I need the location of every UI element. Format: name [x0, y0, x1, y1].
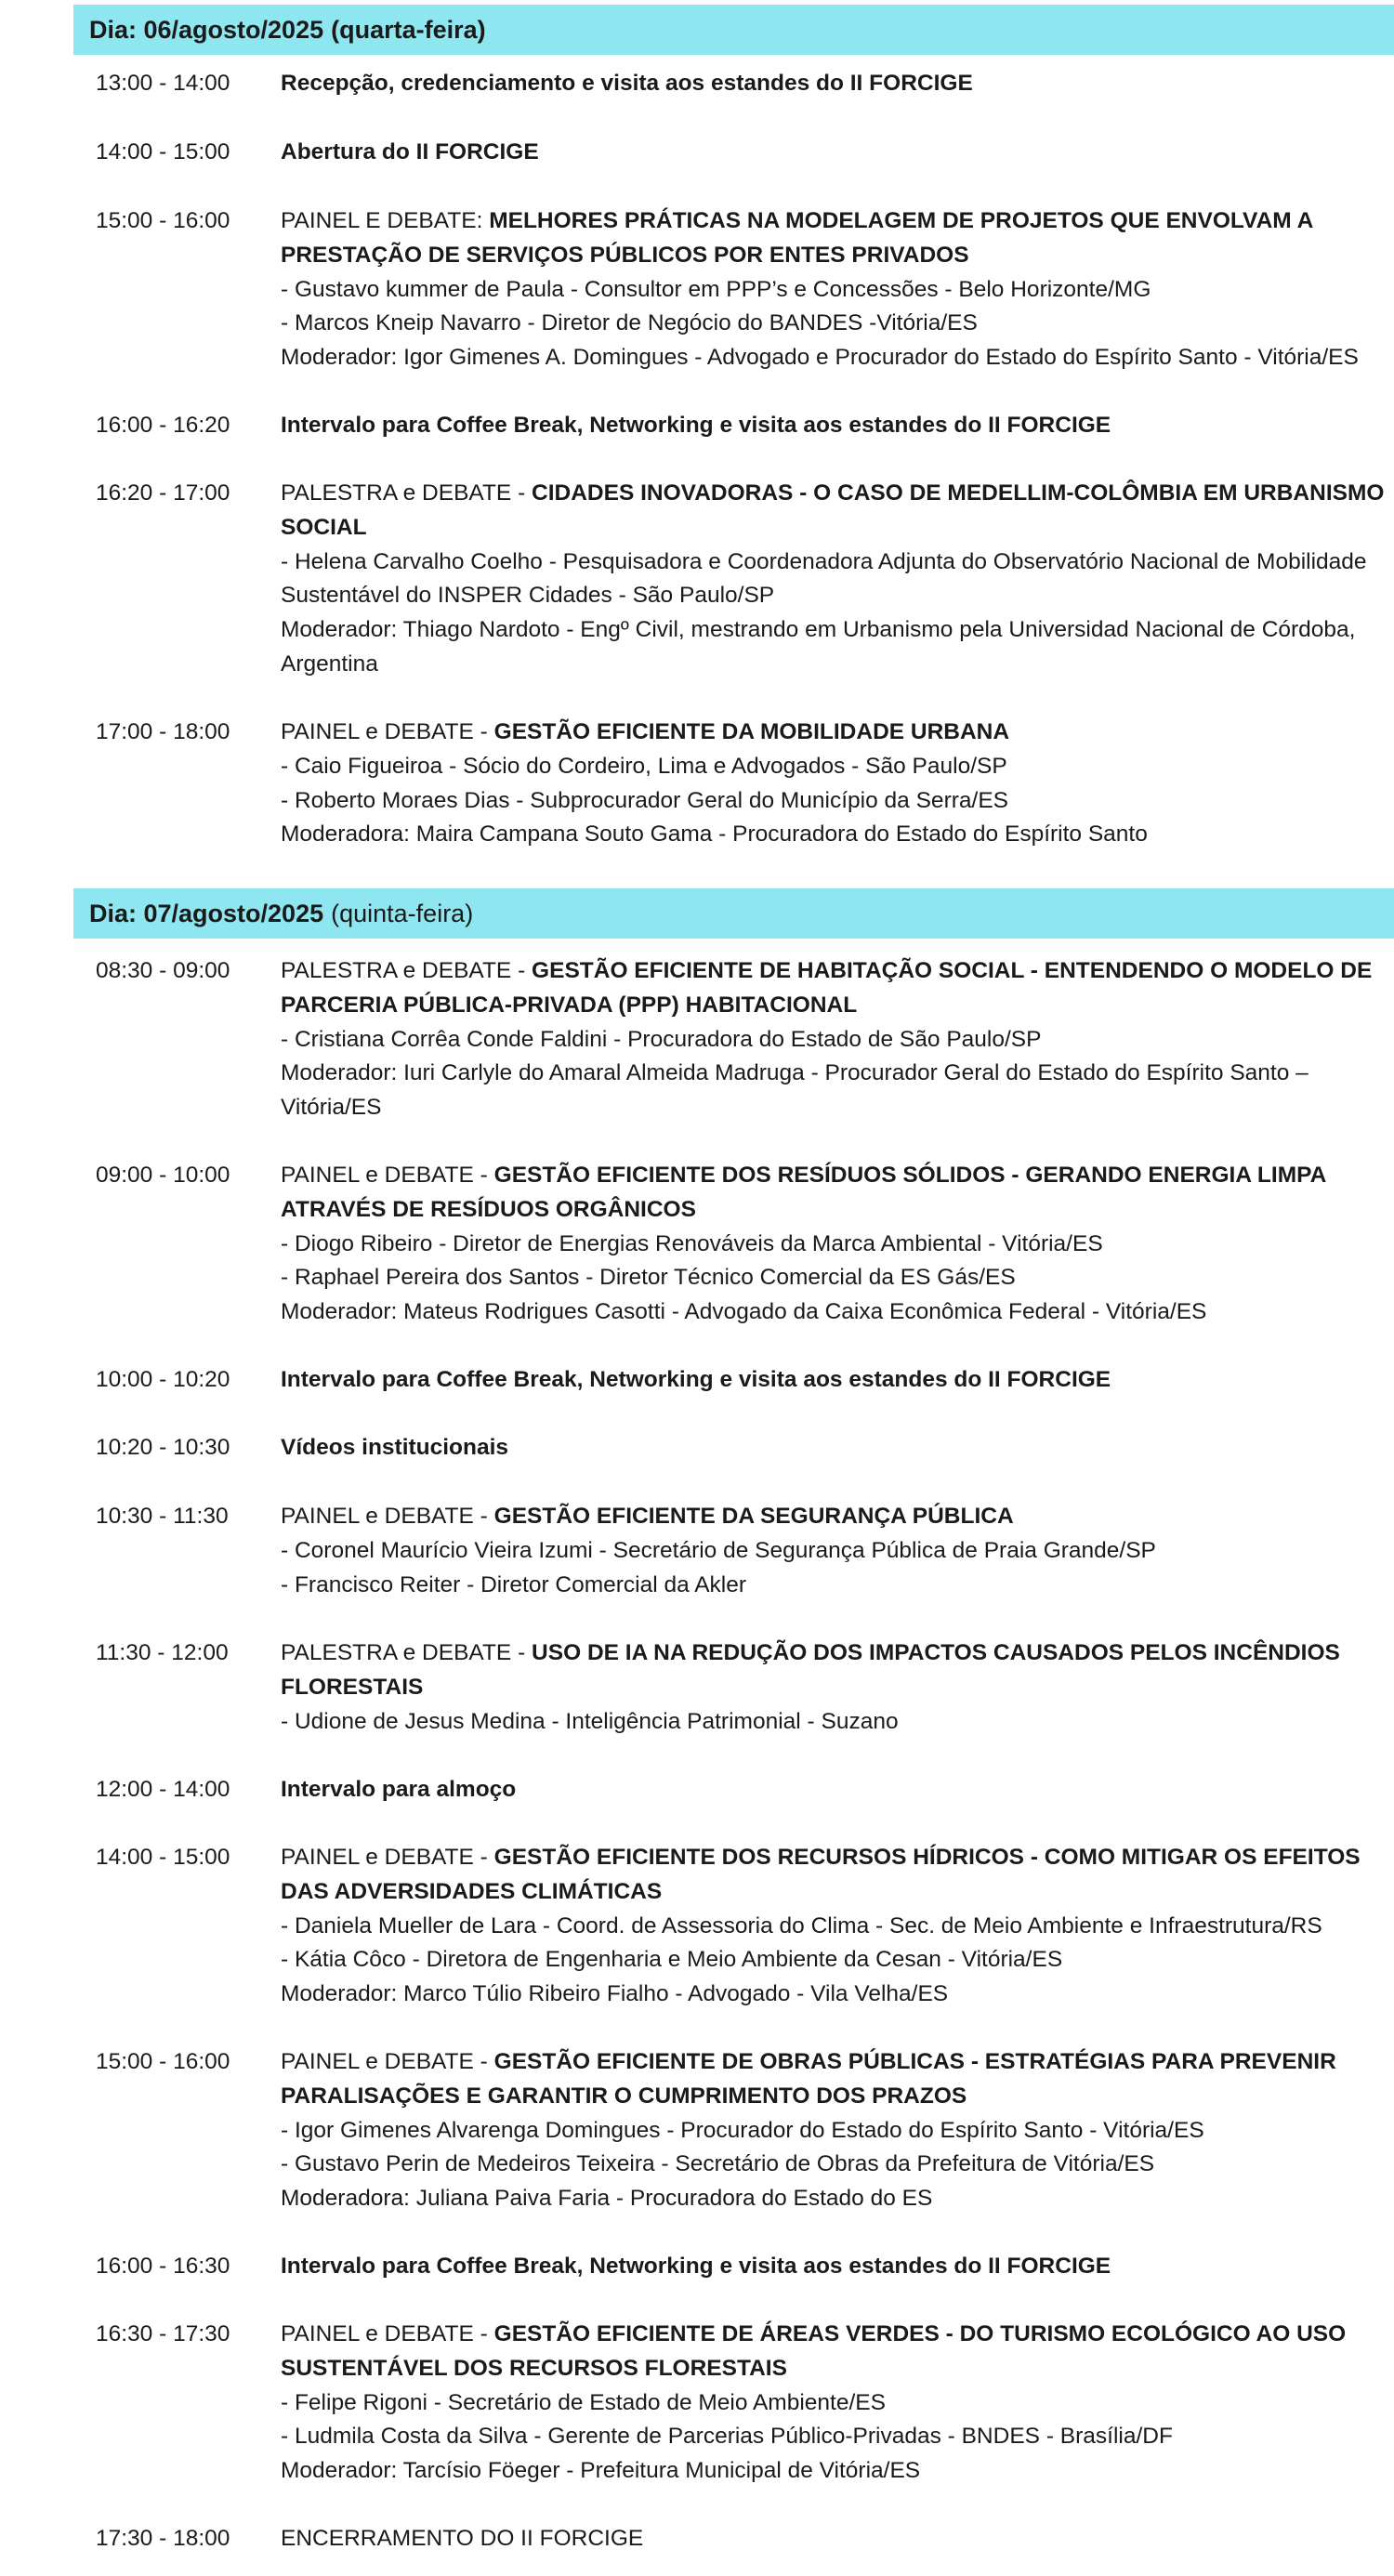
session-title: USO DE IA NA REDUÇÃO DOS IMPACTOS CAUSADOS PELOS INCÊNDIOS FLORESTAIS: [281, 1640, 1340, 1700]
session-title: GESTÃO EFICIENTE DE ÁREAS VERDES - DO TURISMO ECOLÓGICO AO USO SUSTENTÁVEL DOS RECURSOS FLORESTAIS: [281, 2321, 1347, 2381]
time-slot: 13:00 - 14:00: [96, 71, 230, 96]
moderator: Moderador: Iuri Carlyle do Amaral Almeida Madruga - Procurador Geral do Estado do Espírito Santo – Vitória/ES: [281, 1060, 1309, 1121]
schedule-item: [96, 1431, 1387, 1465]
moderator: Moderador: Marco Túlio Ribeiro Fialho - Advogado - Vila Velha/ES: [281, 1981, 949, 2007]
schedule-item: [96, 1841, 1387, 2012]
schedule-item: [96, 136, 1387, 170]
speaker: - Gustavo Perin de Medeiros Teixeira - Secretário de Obras da Prefeitura de Vitória/ES: [281, 2151, 1155, 2177]
schedule-item: [96, 477, 1387, 682]
speaker: - Cristiana Corrêa Conde Faldini - Procuradora do Estado de São Paulo/SP: [281, 1026, 1042, 1052]
time-slot: 09:00 - 10:00: [96, 1163, 230, 1188]
session-title: GESTÃO EFICIENTE DOS RESÍDUOS SÓLIDOS - GERANDO ENERGIA LIMPA ATRAVÉS DE RESÍDUOS ORGÂNICOS: [281, 1163, 1326, 1222]
session-title: GESTÃO EFICIENTE DOS RECURSOS HÍDRICOS - COMO MITIGAR OS EFEITOS DAS ADVERSIDADES CLIMÁTICAS: [281, 1845, 1361, 1904]
session-title: Intervalo para Coffee Break, Networking e visita aos estandes do II FORCIGE: [281, 2254, 1111, 2279]
time-slot: 17:00 - 18:00: [96, 719, 230, 744]
session-kind: PALESTRA e DEBATE -: [281, 480, 533, 506]
schedule-item: [96, 204, 1387, 375]
session-kind: PAINEL e DEBATE -: [281, 1504, 494, 1529]
day-header-1: [73, 5, 1394, 55]
speaker: - Caio Figueiroa - Sócio do Cordeiro, Lima e Advogados - São Paulo/SP: [281, 753, 1007, 779]
session-title: GESTÃO EFICIENTE DA MOBILIDADE URBANA: [493, 719, 1010, 744]
schedule-item: [96, 67, 1387, 101]
day-weekday: (quarta-feira): [331, 15, 486, 44]
time-slot: 16:30 - 17:30: [96, 2321, 230, 2346]
time-slot: 12:00 - 14:00: [96, 1777, 230, 1802]
session-title: Abertura do II FORCIGE: [281, 139, 539, 164]
schedule-item: [96, 409, 1387, 443]
speaker: - Roberto Moraes Dias - Subprocurador Geral do Município da Serra/ES: [281, 787, 1008, 813]
day-weekday: (quinta-feira): [331, 899, 474, 927]
speaker: - Raphael Pereira dos Santos - Diretor Técnico Comercial da ES Gás/ES: [281, 1265, 1016, 1291]
speaker: - Marcos Kneip Navarro - Diretor de Negócio do BANDES -Vitória/ES: [281, 310, 978, 336]
session-title: ENCERRAMENTO DO II FORCIGE: [281, 2526, 644, 2551]
speaker: - Diogo Ribeiro - Diretor de Energias Renováveis da Marca Ambiental - Vitória/ES: [281, 1230, 1103, 1256]
time-slot: 16:20 - 17:00: [96, 480, 230, 506]
session-title: Intervalo para Coffee Break, Networking e visita aos estandes do II FORCIGE: [281, 413, 1111, 438]
schedule-item: [96, 1159, 1387, 1330]
session-kind: PAINEL e DEBATE -: [281, 2049, 494, 2074]
time-slot: 10:30 - 11:30: [96, 1504, 229, 1529]
time-slot: 11:30 - 12:00: [96, 1640, 229, 1665]
speaker: - Francisco Reiter - Diretor Comercial da Akler: [281, 1571, 747, 1597]
speaker: - Coronel Maurício Vieira Izumi - Secretário de Segurança Pública de Praia Grande/SP: [281, 1537, 1156, 1563]
schedule-item: [96, 2250, 1387, 2284]
schedule-item: [96, 716, 1387, 852]
speaker: - Igor Gimenes Alvarenga Domingues - Procurador do Estado do Espírito Santo - Vitória/ES: [281, 2117, 1204, 2143]
schedule-item: [96, 2318, 1387, 2489]
moderator: Moderador: Mateus Rodrigues Casotti - Advogado da Caixa Econômica Federal - Vitória/ES: [281, 1299, 1207, 1325]
schedule-item: [96, 1363, 1387, 1398]
schedule-item: [96, 954, 1387, 1125]
session-kind: PAINEL e DEBATE -: [281, 2321, 494, 2346]
speaker: - Ludmila Costa da Silva - Gerente de Parcerias Público-Privadas - BNDES - Brasília/DF: [281, 2424, 1173, 2450]
time-slot: 10:20 - 10:30: [96, 1435, 230, 1460]
time-slot: 14:00 - 15:00: [96, 1845, 230, 1870]
day-label: Dia: 06/agosto/2025: [89, 15, 324, 44]
time-slot: 15:00 - 16:00: [96, 2049, 230, 2074]
session-kind: PALESTRA e DEBATE -: [281, 1640, 533, 1665]
schedule-item: [96, 1636, 1387, 1739]
session-title: MELHORES PRÁTICAS NA MODELAGEM DE PROJETOS QUE ENVOLVAM A PRESTAÇÃO DE SERVIÇOS PÚBLICOS POR ENTES PRIVADOS: [281, 208, 1313, 268]
moderator: Moderadora: Maira Campana Souto Gama - Procuradora do Estado do Espírito Santo: [281, 821, 1148, 848]
day-label: Dia: 07/agosto/2025: [89, 899, 324, 927]
moderator: Moderadora: Juliana Paiva Faria - Procuradora do Estado do ES: [281, 2186, 933, 2212]
session-title: GESTÃO EFICIENTE DA SEGURANÇA PÚBLICA: [493, 1504, 1014, 1529]
session-title: GESTÃO EFICIENTE DE HABITAÇÃO SOCIAL - ENTENDENDO O MODELO DE PARCERIA PÚBLICA-PRIVADA (PPP) HABITACIONAL: [281, 958, 1373, 1018]
time-slot: 15:00 - 16:00: [96, 208, 230, 233]
session-kind: PAINEL e DEBATE -: [281, 1163, 494, 1188]
time-slot: 17:30 - 18:00: [96, 2526, 230, 2551]
time-slot: 10:00 - 10:20: [96, 1367, 230, 1392]
session-title: Intervalo para almoço: [281, 1777, 517, 1802]
session-kind: PAINEL e DEBATE -: [281, 719, 494, 744]
session-title: Intervalo para Coffee Break, Networking e visita aos estandes do II FORCIGE: [281, 1367, 1111, 1392]
schedule-item: [96, 1500, 1387, 1602]
moderator: Moderador: Thiago Nardoto - Engº Civil, mestrando em Urbanismo pela Universidad Nacional de Córdoba, Argentina: [281, 617, 1356, 677]
session-title: Recepção, credenciamento e visita aos estandes do II FORCIGE: [281, 71, 973, 96]
schedule-item: [96, 2522, 1387, 2556]
speaker: - Helena Carvalho Coelho - Pesquisadora e Coordenadora Adjunta do Observatório Nacional de Mobilidade Sustentável do INSPER Cidades - São Paulo/SP: [281, 548, 1367, 609]
session-kind: PALESTRA e DEBATE -: [281, 958, 533, 983]
session-kind: PAINEL E DEBATE:: [281, 208, 490, 233]
schedule-item: [96, 1773, 1387, 1807]
session-title: GESTÃO EFICIENTE DE OBRAS PÚBLICAS - ESTRATÉGIAS PARA PREVENIR PARALISAÇÕES E GARANTIR O CUMPRIMENTO DOS PRAZOS: [281, 2049, 1336, 2109]
time-slot: 14:00 - 15:00: [96, 139, 230, 164]
speaker: - Daniela Mueller de Lara - Coord. de Assessoria do Clima - Sec. de Meio Ambiente e Infraestrutura/RS: [281, 1912, 1322, 1939]
time-slot: 16:00 - 16:30: [96, 2254, 230, 2279]
moderator: Moderador: Tarcísio Föeger - Prefeitura Municipal de Vitória/ES: [281, 2458, 921, 2484]
session-kind: PAINEL e DEBATE -: [281, 1845, 494, 1870]
moderator: Moderador: Igor Gimenes A. Domingues - Advogado e Procurador do Estado do Espírito Santo - Vitória/ES: [281, 345, 1359, 371]
speaker: - Felipe Rigoni - Secretário de Estado de Meio Ambiente/ES: [281, 2389, 886, 2415]
speaker: - Gustavo kummer de Paula - Consultor em PPP’s e Concessões - Belo Horizonte/MG: [281, 276, 1151, 302]
day-header-2: [73, 888, 1394, 939]
speaker: - Kátia Côco - Diretora de Engenharia e Meio Ambiente da Cesan - Vitória/ES: [281, 1947, 1063, 1973]
schedule-item: [96, 2045, 1387, 2216]
time-slot: 16:00 - 16:20: [96, 413, 230, 438]
speaker: - Udione de Jesus Medina - Inteligência Patrimonial - Suzano: [281, 1708, 899, 1734]
session-title: Vídeos institucionais: [281, 1435, 509, 1460]
time-slot: 08:30 - 09:00: [96, 958, 230, 983]
session-title: CIDADES INOVADORAS - O CASO DE MEDELLIM-COLÔMBIA EM URBANISMO SOCIAL: [281, 480, 1385, 540]
